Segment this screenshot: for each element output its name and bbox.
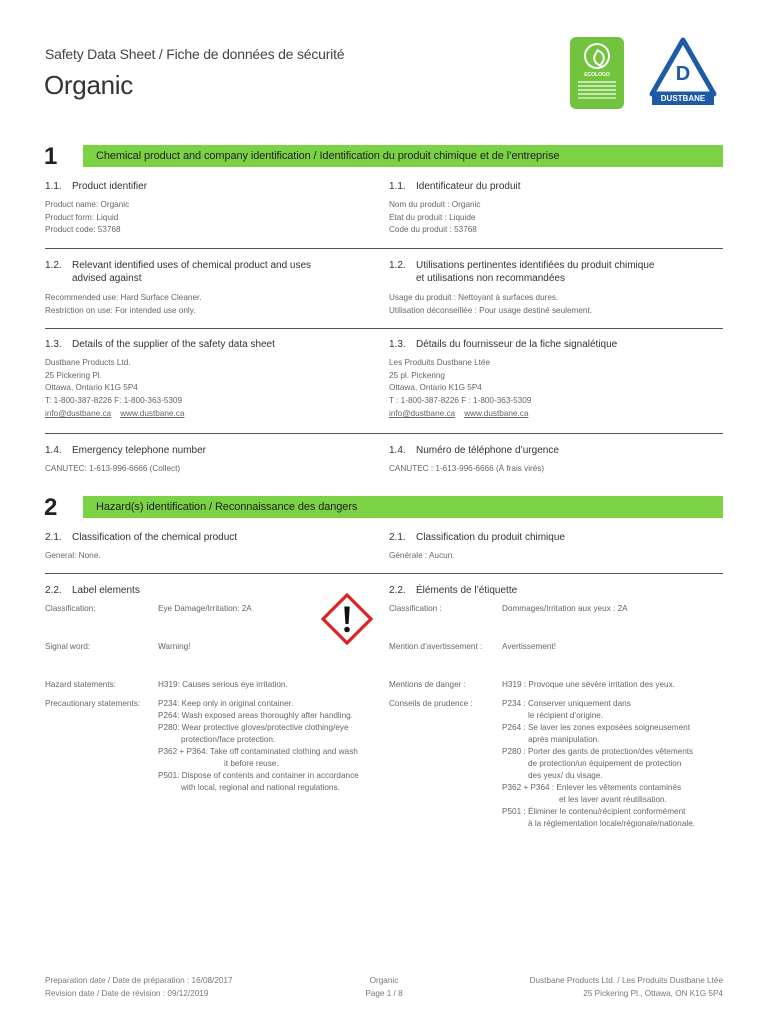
precaution-line: de protection/un équipement de protection bbox=[528, 759, 682, 768]
footer-company-name: Dustbane Products Ltd. / Les Produits Dustbane Ltée bbox=[529, 976, 723, 985]
subsection-2-1-en-heading: 2.1. Classification of the chemical product bbox=[45, 532, 238, 543]
subsection-1-4-en-heading: 1.4. Emergency telephone number bbox=[45, 445, 206, 456]
classification-label-en: Classification: bbox=[45, 604, 96, 613]
emergency-phone-en: CANUTEC: 1-613-996-6666 (Collect) bbox=[45, 464, 181, 473]
precaution-line: protection/face protection. bbox=[181, 735, 276, 744]
ecologo-fine-print bbox=[578, 81, 616, 83]
divider bbox=[45, 573, 723, 574]
dustbane-logo bbox=[648, 37, 718, 107]
ecologo-logo bbox=[570, 37, 624, 109]
precaution-line: et les laver avant réutilisation. bbox=[559, 795, 667, 804]
precaution-line: P280 : Porter des gants de protection/des vêtements bbox=[502, 747, 694, 756]
website-link[interactable]: www.dustbane.ca bbox=[464, 408, 529, 418]
classification-label-fr: Classification : bbox=[389, 604, 442, 613]
precaution-line: with local, regional and national regulations. bbox=[181, 783, 340, 792]
supplier-details-en: Dustbane Products Ltd. 25 Pickering Pl. Ottawa, Ontario K1G 5P4 T: 1-800-387-8226 F: 1-800-363-5309 info@dustbane.ca www.dustbane.ca bbox=[45, 358, 185, 418]
precaution-line: P362 + P364: Take off contaminated clothing and wash bbox=[158, 747, 358, 756]
website-link[interactable]: www.dustbane.ca bbox=[120, 408, 185, 418]
email-link[interactable]: info@dustbane.ca bbox=[389, 408, 456, 418]
uses-en: Recommended use: Hard Surface Cleaner. Restriction on use: For intended use only. bbox=[45, 293, 202, 315]
exclamation-mark-hazard-icon bbox=[321, 593, 373, 645]
footer-dates bbox=[45, 975, 233, 1000]
subsection-2-2-en-heading: 2.2. Label elements bbox=[45, 585, 140, 596]
precaution-line: P234: Keep only in original container. bbox=[158, 699, 294, 708]
precautionary-statements-label-fr: Conseils de prudence : bbox=[389, 699, 473, 708]
subsection-1-2-en-heading: 1.2. Relevant identified uses of chemical product and uses advised against bbox=[45, 260, 312, 284]
precaution-line: le récipient d’origine. bbox=[528, 711, 604, 720]
footer-company bbox=[530, 975, 723, 1000]
subsection-1-3-en-heading: 1.3. Details of the supplier of the safety data sheet bbox=[45, 339, 275, 350]
section-1-number: 1 bbox=[44, 143, 58, 170]
footer-page-info bbox=[340, 975, 428, 1000]
signal-word-value-fr: Avertissement! bbox=[502, 642, 556, 651]
classification-fr: Générale : Aucun. bbox=[389, 551, 455, 560]
subsection-1-1-fr-heading: 1.1. Identificateur du produit bbox=[389, 181, 521, 192]
precaution-line: it before reuse. bbox=[224, 759, 279, 768]
precautionary-statements-fr bbox=[502, 698, 695, 830]
subsection-1-3-fr-heading: 1.3. Détails du fournisseur de la fiche signalétique bbox=[389, 339, 618, 350]
hazard-statement-en: H319: Causes serious eye irritation. bbox=[158, 680, 288, 689]
signal-word-label-en: Signal word: bbox=[45, 642, 91, 651]
signal-word-label-fr: Mention d’avertissement : bbox=[389, 642, 483, 651]
supplier-details-fr: Les Produits Dustbane Ltée 25 pl. Pickering Ottawa, Ontario K1G 5P4 T : 1-800-387-8226 F : 1-800-363-5309 info@dustbane.ca www.dustbane.ca bbox=[389, 358, 532, 418]
classification-en: General: None. bbox=[45, 551, 101, 560]
subsection-2-2-fr-heading: 2.2. Éléments de l’étiquette bbox=[389, 585, 518, 596]
precaution-line: P264: Wash exposed areas thoroughly after handling. bbox=[158, 711, 353, 720]
precaution-line: P362 + P364 : Enlever les vêtements contaminés bbox=[502, 783, 682, 792]
precaution-line: P501: Dispose of contents and container in accordance bbox=[158, 771, 359, 780]
uses-fr: Usage du produit : Nettoyant à surfaces dures. Utilisation déconseillée : Pour usage destiné seulement. bbox=[389, 293, 592, 315]
product-identifier-en: Product name: Organic Product form: Liquid Product code: 53768 bbox=[45, 200, 130, 235]
page-number: Page 1 / 8 bbox=[365, 988, 403, 998]
subsection-1-1-en-heading: 1.1. Product identifier bbox=[45, 181, 148, 192]
emergency-phone-fr: CANUTEC : 1-613-996-6666 (À frais virés) bbox=[389, 464, 545, 473]
classification-value-fr: Dommages/Irritation aux yeux : 2A bbox=[502, 604, 628, 613]
product-title: Organic bbox=[44, 70, 133, 100]
email-link[interactable]: info@dustbane.ca bbox=[45, 408, 112, 418]
precaution-line: P280: Wear protective gloves/protective clothing/eye bbox=[158, 723, 349, 732]
precaution-line: après manipulation. bbox=[528, 735, 600, 744]
leaf-icon bbox=[584, 43, 610, 69]
footer-product-name: Organic bbox=[369, 976, 399, 985]
precaution-line: P264 : Se laver les zones exposées soigneusement bbox=[502, 723, 690, 732]
subsection-1-2-fr-heading: 1.2. Utilisations pertinentes identifiées du produit chimique et utilisations non recommandées bbox=[389, 260, 655, 284]
footer-company-address: 25 Pickering Pl., Ottawa, ON K1G 5P4 bbox=[583, 988, 723, 998]
hazard-statement-fr: H319 : Provoque une sévère irritation des yeux. bbox=[502, 680, 675, 689]
divider bbox=[45, 433, 723, 434]
signal-word-value-en: Warning! bbox=[158, 642, 191, 651]
subsection-2-1-fr-heading: 2.1. Classification du produit chimique bbox=[389, 532, 565, 543]
divider bbox=[45, 248, 723, 249]
product-identifier-fr: Nom du produit : Organic Etat du produit : Liquide Code du produit : 53768 bbox=[389, 200, 481, 235]
classification-value-en: Eye Damage/Irritation: 2A bbox=[158, 604, 252, 613]
revision-date: Revision date / Date de révision : 09/12/2019 bbox=[45, 988, 209, 998]
precaution-line: P501 : Éliminer le contenu/récipient conformément bbox=[502, 807, 686, 816]
precaution-line: des yeux/ du visage. bbox=[528, 771, 603, 780]
precaution-line: P234 : Conserver uniquement dans bbox=[502, 699, 631, 708]
document-subtitle: Safety Data Sheet / Fiche de données de sécurité bbox=[45, 46, 345, 62]
dustbane-triangle-icon bbox=[648, 37, 718, 97]
preparation-date: Preparation date / Date de préparation : 16/08/2017 bbox=[45, 976, 233, 985]
precautionary-statements-en bbox=[158, 698, 359, 794]
brand-letter: D bbox=[675, 63, 691, 85]
precautionary-statements-label-en: Precautionary statements: bbox=[45, 699, 141, 708]
divider bbox=[45, 328, 723, 329]
precaution-line: à la réglementation locale/régionale/nationale. bbox=[528, 819, 696, 828]
section-1-title-bar: Chemical product and company identification / Identification du produit chimique et de l’entreprise bbox=[83, 145, 723, 167]
section-2-title-bar: Hazard(s) identification / Reconnaissance des dangers bbox=[83, 496, 723, 518]
section-2-number: 2 bbox=[44, 494, 58, 521]
hazard-statements-label-en: Hazard statements: bbox=[45, 680, 116, 689]
hazard-statements-label-fr: Mentions de danger : bbox=[389, 680, 466, 689]
ecologo-label: ECOLOGO bbox=[584, 72, 610, 78]
subsection-1-4-fr-heading: 1.4. Numéro de téléphone d’urgence bbox=[389, 445, 559, 456]
dustbane-label: DUSTBANE bbox=[652, 93, 714, 105]
